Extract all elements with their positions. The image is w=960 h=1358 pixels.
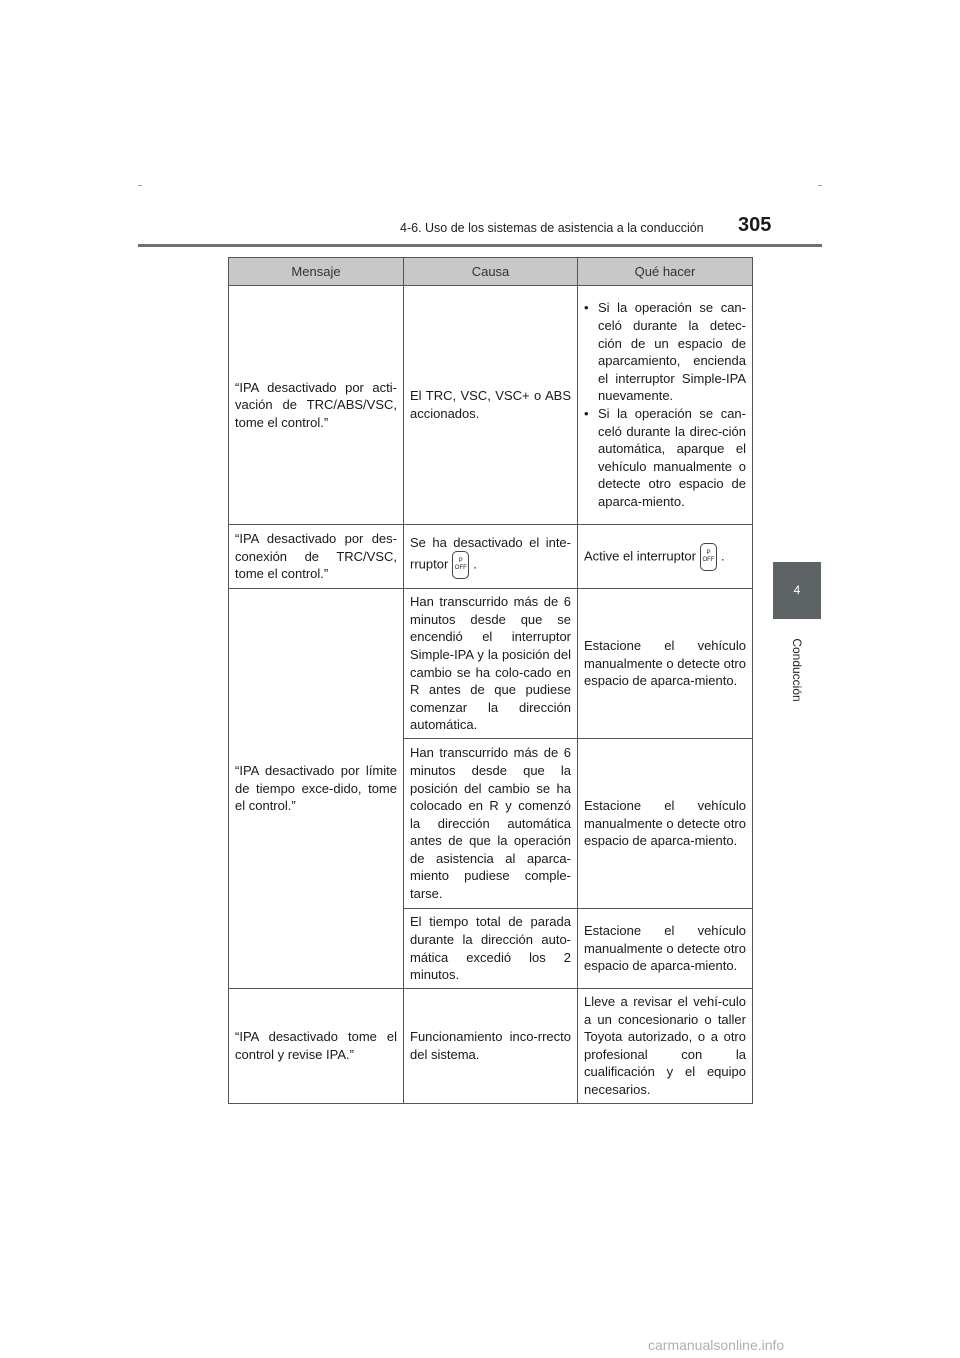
table-row (229, 525, 753, 589)
crop-mark-right (818, 185, 822, 186)
cause-cell (404, 286, 578, 525)
action-cell (578, 739, 753, 909)
action-text-end: . (721, 547, 725, 563)
message-cell (229, 989, 404, 1104)
action-text: Lleve a revisar el vehí-culo a un concesionario o taller Toyota autorizado, o a otro profesional con la cualificación y el equipo necesarios. (584, 994, 746, 1097)
cause-text: Han transcurrido más de 6 minutos desde que se encendió el interruptor Simple-IPA y la posición del cambio se ha colo-cado en R antes de que pudiese comenzar la dirección automática. (410, 594, 571, 733)
ipa-switch-icon-label: OFF (702, 556, 715, 563)
table-row (229, 286, 753, 525)
table-row (229, 589, 753, 739)
action-cell (578, 989, 753, 1104)
header-causa: Causa (404, 258, 578, 286)
cause-text: Funcionamiento inco-rrecto del sistema. (410, 1029, 571, 1062)
message-text: “IPA desactivado por des-conexión de TRC/VSC, tome el control.” (235, 531, 397, 582)
cause-cell (404, 989, 578, 1104)
cause-text: El TRC, VSC, VSC+ o ABS accionados. (410, 388, 571, 421)
cause-text: Han transcurrido más de 6 minutos desde que la posición del cambio se ha colocado en R y comenzó la dirección automática antes de que la operación de asistencia al aparca-miento pudiese comple-tarse. (410, 745, 571, 902)
ipa-switch-icon: P OFF (452, 551, 469, 579)
crop-mark-left (138, 185, 142, 186)
cause-cell (404, 589, 578, 739)
action-list-item: • Si la operación se can-celó durante la direc-ción automática, aparque el vehículo manualmente o detecte otro espacio de aparca-miento. (584, 405, 746, 511)
chapter-tab: 4 (773, 562, 821, 619)
page-number: 305 (738, 214, 772, 236)
action-cell (578, 589, 753, 739)
cause-cell (404, 909, 578, 989)
message-cell (229, 525, 404, 589)
message-table (228, 257, 753, 1104)
action-text: Active el interruptor (584, 547, 696, 563)
section-title: 4-6. Uso de los sistemas de asistencia a la conducción (400, 221, 704, 235)
cause-text: El tiempo total de parada durante la dirección auto-mática excedió los 2 minutos. (410, 914, 571, 983)
cause-text: Se ha desactivado el inte-rruptor (410, 534, 571, 572)
action-list-item: • Si la operación se can-celó durante la detec-ción de un espacio de aparcamiento, encienda el interruptor Simple-IPA nuevamente. (584, 299, 746, 405)
action-cell (578, 286, 753, 525)
action-text: Estacione el vehículo manualmente o detecte otro espacio de aparca-miento. (584, 923, 746, 974)
message-cell (229, 286, 404, 525)
action-cell (578, 525, 753, 589)
message-text: “IPA desactivado por límite de tiempo exce-dido, tome el control.” (235, 763, 397, 814)
message-text: “IPA desactivado por acti-vación de TRC/ABS/VSC, tome el control.” (235, 379, 397, 430)
table-row (229, 989, 753, 1104)
action-text: Estacione el vehículo manualmente o detecte otro espacio de aparca-miento. (584, 638, 746, 689)
cause-text-end: . (473, 556, 477, 572)
chapter-label: Conducción (790, 638, 804, 702)
watermark: carmanualsonline.info (648, 1337, 785, 1353)
action-text: Estacione el vehículo manualmente o detecte otro espacio de aparca-miento. (584, 798, 746, 849)
message-text: “IPA desactivado tome el control y revise IPA.” (235, 1029, 397, 1062)
action-list (584, 299, 746, 510)
cause-cell (404, 739, 578, 909)
header-que-hacer: Qué hacer (578, 258, 753, 286)
cause-cell (404, 525, 578, 589)
action-cell (578, 909, 753, 989)
message-cell (229, 589, 404, 989)
ipa-switch-icon-label: OFF (454, 565, 467, 572)
header-mensaje: Mensaje (229, 258, 404, 286)
header-rule (138, 244, 822, 247)
table-header-row (229, 258, 753, 286)
ipa-switch-icon: P OFF (700, 543, 717, 571)
